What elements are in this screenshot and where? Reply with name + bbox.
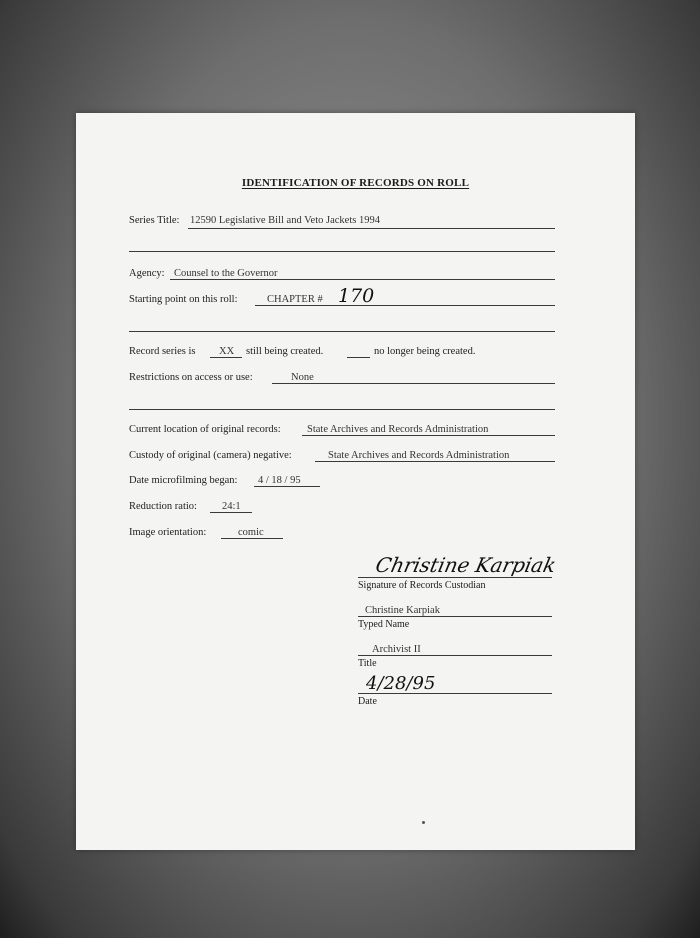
custody-line — [315, 461, 555, 462]
date-caption: Date — [358, 696, 377, 707]
blank-line-1 — [129, 251, 555, 252]
still-created-text: still being created. — [246, 346, 324, 357]
signature-caption: Signature of Records Custodian — [358, 580, 486, 591]
blank-line-2 — [129, 331, 555, 332]
title-value: Archivist II — [372, 644, 421, 655]
custody-label: Custody of original (camera) negative: — [129, 450, 292, 461]
orientation-value: comic — [238, 527, 264, 538]
date-line — [358, 693, 552, 694]
starting-point-line — [255, 305, 555, 306]
date-began-value: 4 / 18 / 95 — [258, 475, 301, 486]
page-speck — [422, 821, 425, 824]
agency-value: Counsel to the Governor — [174, 268, 278, 279]
series-title-line — [188, 228, 555, 229]
typed-name-caption: Typed Name — [358, 619, 410, 630]
orientation-label: Image orientation: — [129, 527, 207, 538]
title-line — [358, 655, 552, 656]
record-series-line — [210, 357, 242, 358]
starting-point-handwritten: 170 — [338, 285, 375, 307]
date-began-line — [254, 486, 320, 487]
record-series-mark: XX — [219, 346, 235, 357]
date-began-label: Date microfilming began: — [129, 475, 238, 486]
title-caption: Title — [358, 658, 377, 669]
date-handwritten: 4/28/95 — [366, 673, 436, 694]
no-longer-line — [347, 357, 370, 358]
agency-line — [170, 279, 555, 280]
restrictions-label: Restrictions on access or use: — [129, 372, 253, 383]
reduction-value: 24:1 — [222, 501, 241, 512]
series-title-value: 12590 Legislative Bill and Veto Jackets 1994 — [190, 215, 380, 226]
current-location-label: Current location of original records: — [129, 424, 281, 435]
restrictions-value: None — [291, 372, 314, 383]
typed-name-value: Christine Karpiak — [365, 605, 440, 616]
agency-label: Agency: — [129, 268, 165, 279]
reduction-line — [210, 512, 252, 513]
orientation-line — [221, 538, 283, 539]
form-title: IDENTIFICATION OF RECORDS ON ROLL — [241, 177, 470, 189]
typed-name-line — [358, 616, 552, 617]
series-title-label: Series Title: — [129, 215, 180, 226]
reduction-label: Reduction ratio: — [129, 501, 197, 512]
starting-point-value: CHAPTER # — [267, 294, 323, 305]
blank-line-3 — [129, 409, 555, 410]
custody-value: State Archives and Records Administration — [328, 450, 510, 461]
restrictions-line — [272, 383, 555, 384]
handwritten-signature: Christine Karpiak — [373, 553, 559, 577]
signature-line — [358, 577, 552, 578]
form-page — [76, 113, 635, 850]
starting-point-label: Starting point on this roll: — [129, 294, 238, 305]
no-longer-text: no longer being created. — [374, 346, 476, 357]
current-location-line — [302, 435, 555, 436]
record-series-label: Record series is — [129, 346, 196, 357]
current-location-value: State Archives and Records Administration — [307, 424, 489, 435]
